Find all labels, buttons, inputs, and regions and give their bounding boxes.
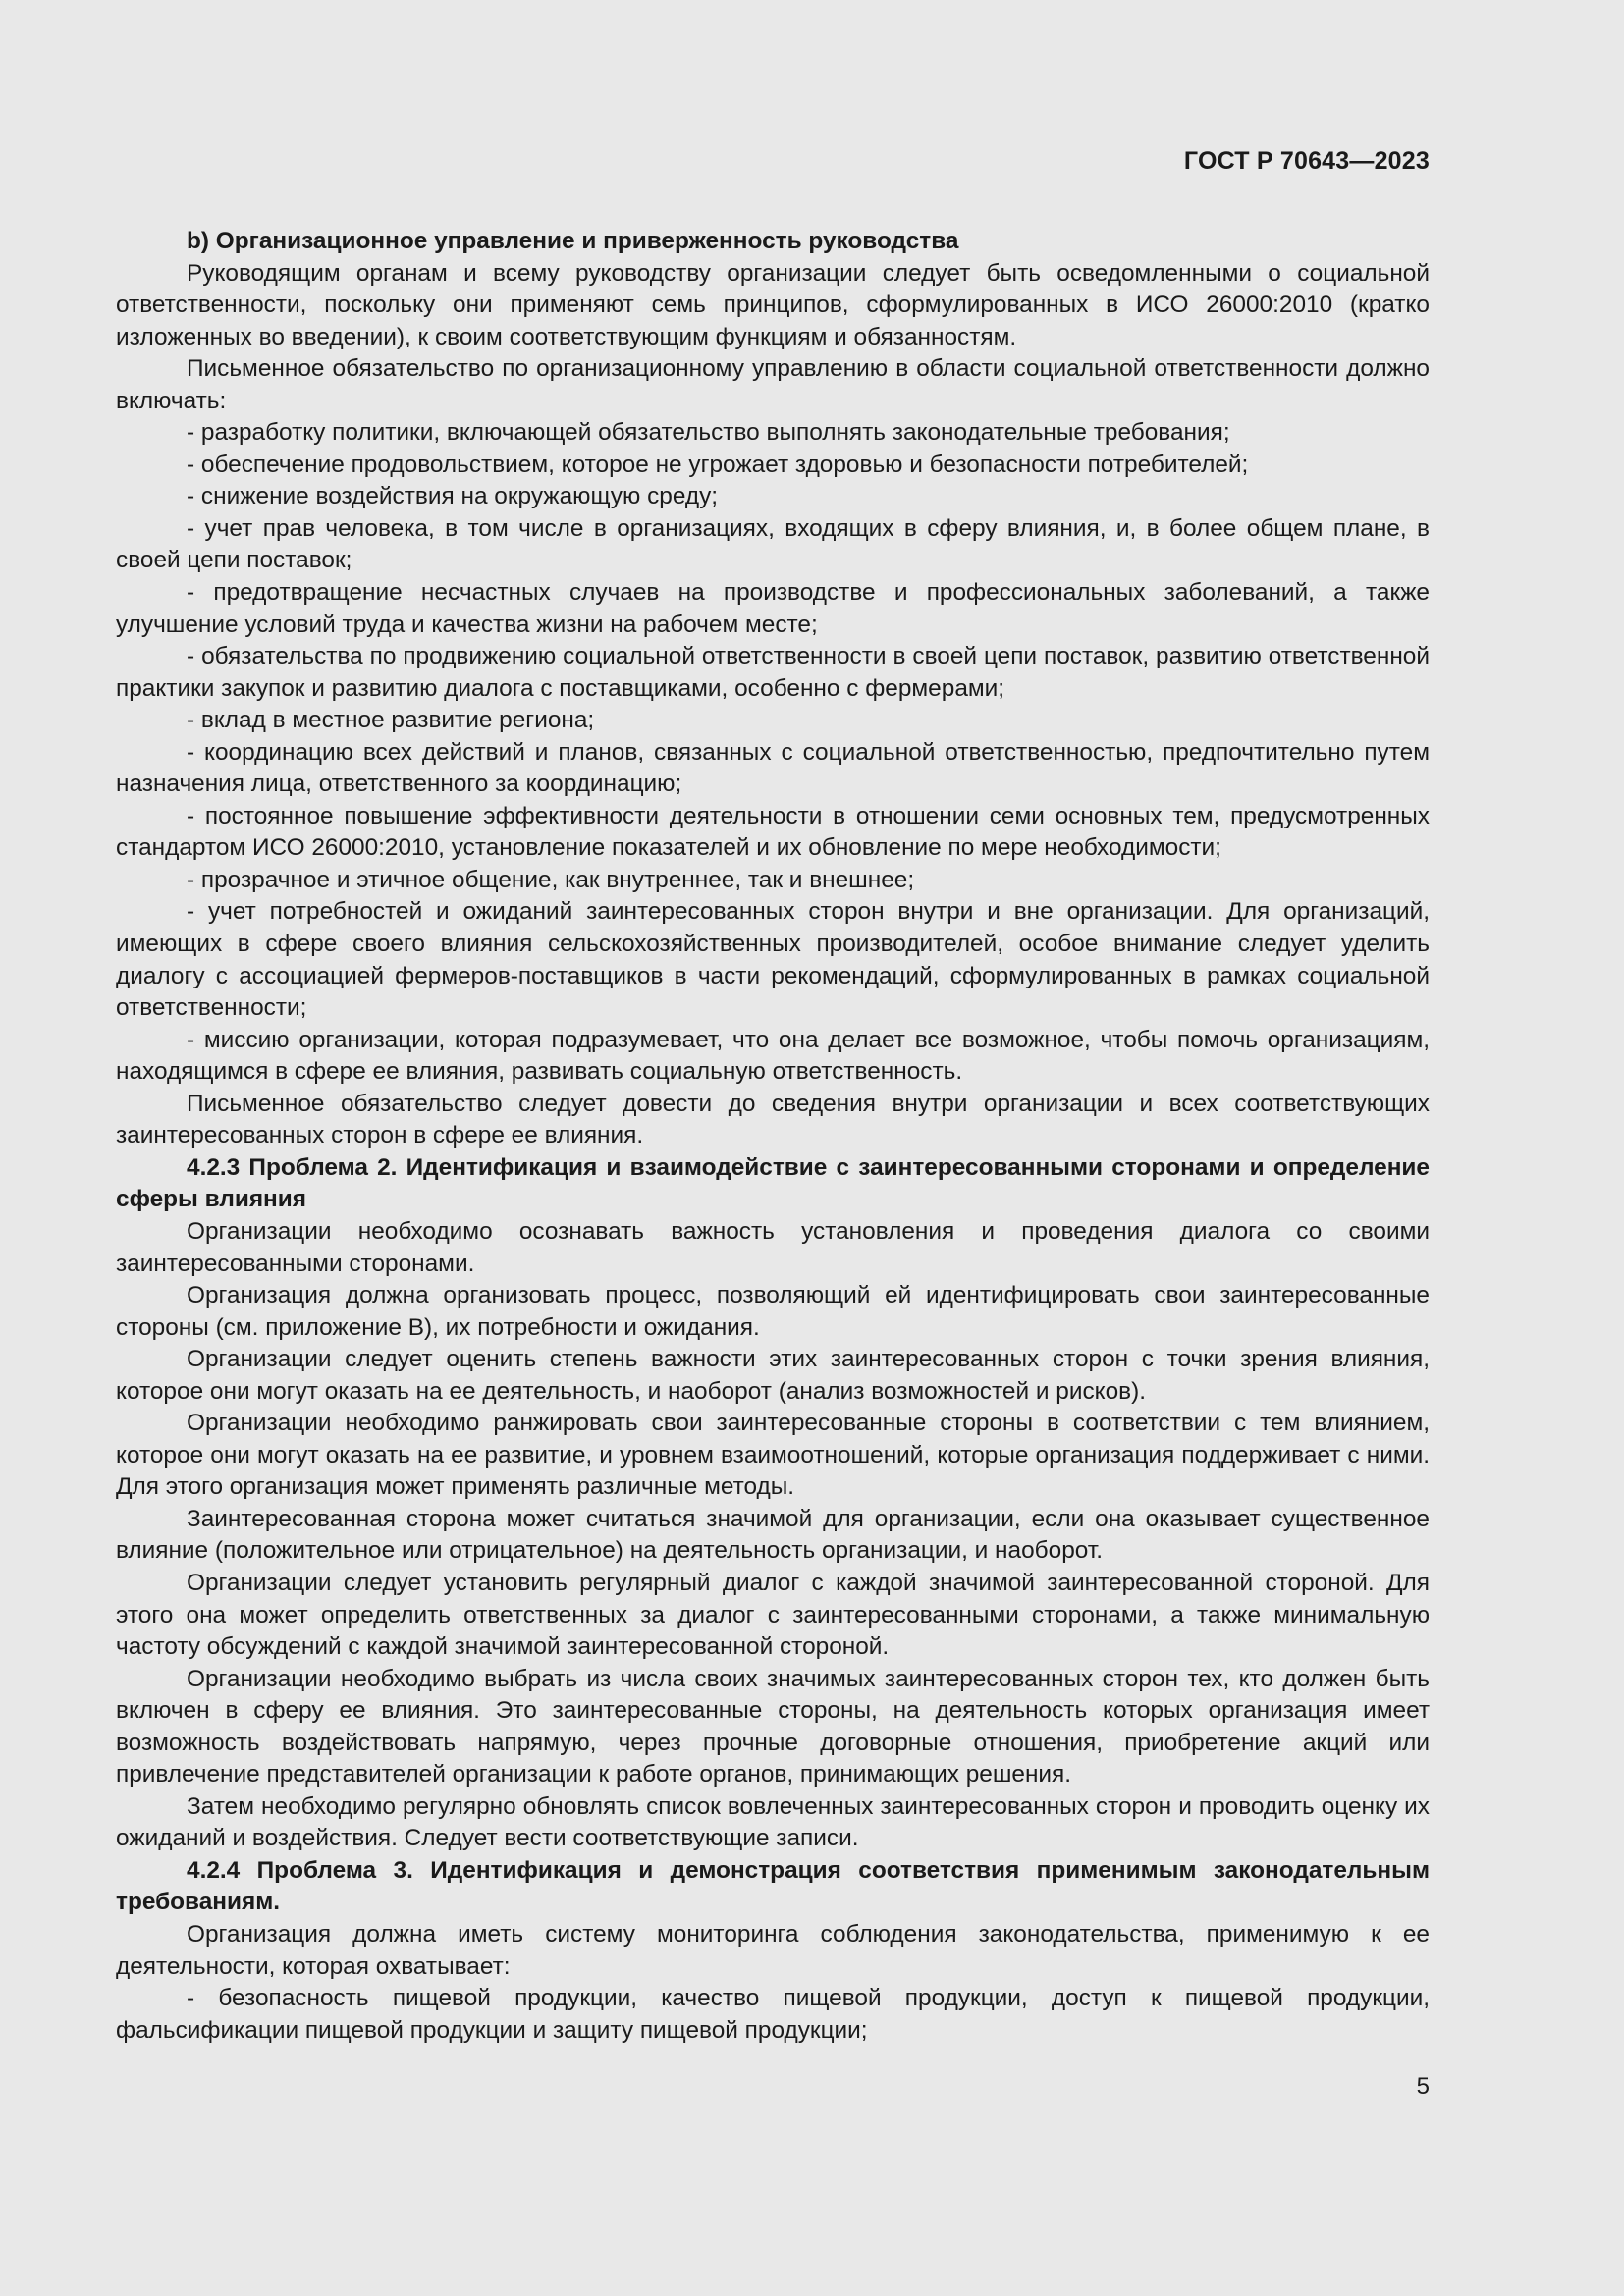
body-paragraph: Затем необходимо регулярно обновлять список вовлеченных заинтересованных сторон и проводить оценку их ожиданий и воздействия. Следует вести соответствующие записи. xyxy=(116,1792,1430,1852)
list-item: - постоянное повышение эффективности деятельности в отношении семи основных тем, предусмотренных стандартом ИСО 26000:2010, установление показателей и их обновление по мере необходимости; xyxy=(116,802,1430,862)
body-paragraph: Заинтересованная сторона может считаться значимой для организации, если она оказывает существенное влияние (положительное или отрицательное) на деятельность организации, и наоборот. xyxy=(116,1505,1430,1565)
section-heading: b) Организационное управление и приверженность руководства xyxy=(187,228,959,254)
list-item: - предотвращение несчастных случаев на производстве и профессиональных заболеваний, а также улучшение условий труда и качества жизни на рабочем месте; xyxy=(116,579,1430,638)
standard-id-header: ГОСТ Р 70643—2023 xyxy=(1183,147,1430,175)
body-paragraph: Организация должна иметь систему мониторинга соблюдения законодательства, применимую к ее деятельности, которая охватывает: xyxy=(116,1920,1430,1980)
list-item: - обязательства по продвижению социальной ответственности в своей цепи поставок, развитию ответственной практики закупок и развитию диалога с поставщиками, особенно с фермерами; xyxy=(116,643,1430,702)
list-item: - безопасность пищевой продукции, качество пищевой продукции, доступ к пищевой продукции, фальсификации пищевой продукции и защиту пищевой продукции; xyxy=(116,1985,1430,2044)
body-paragraph: Организации необходимо ранжировать свои заинтересованные стороны в соответствии с тем влиянием, которое они могут оказать на ее развитие, и уровнем взаимоотношений, которые организация поддерживает с ними. Для этого организация может применять различные методы. xyxy=(116,1410,1430,1501)
body-paragraph: Организации следует оценить степень важности этих заинтересованных сторон с точки зрения влияния, которое они могут оказать на ее деятельность, и наоборот (анализ возможностей и рисков). xyxy=(116,1346,1430,1405)
body-paragraph: Письменное обязательство по организационному управлению в области социальной ответственности должно включать: xyxy=(116,355,1430,414)
body-paragraph: Организация должна организовать процесс, позволяющий ей идентифицировать свои заинтересованные стороны (см. приложение В), их потребности и ожидания. xyxy=(116,1282,1430,1341)
list-item: - миссию организации, которая подразумевает, что она делает все возможное, чтобы помочь организациям, находящимся в сфере ее влияния, развивать социальную ответственность. xyxy=(116,1026,1430,1086)
list-item: - учет прав человека, в том числе в организациях, входящих в сферу влияния, и, в более общем плане, в своей цепи поставок; xyxy=(116,514,1430,574)
body-paragraph: Письменное обязательство следует довести до сведения внутри организации и всех соответствующих заинтересованных сторон в сфере ее влияния. xyxy=(116,1090,1430,1149)
body-paragraph: Руководящим органам и всему руководству организации следует быть осведомленными о социальной ответственности, поскольку они применяют семь принципов, сформулированных в ИСО 26000:2010 (кратко изложенных во введении), к своим соответствующим функциям и обязанностям. xyxy=(116,259,1430,350)
list-item: - вклад в местное развитие региона; xyxy=(187,707,595,734)
section-heading: 4.2.4 Проблема 3. Идентификация и демонстрация соответствия применимым законодательным требованиям. xyxy=(116,1856,1430,1916)
body-paragraph: Организации необходимо осознавать важность установления и проведения диалога со своими заинтересованными сторонами. xyxy=(116,1217,1430,1277)
page-number: 5 xyxy=(1416,2073,1430,2100)
body-paragraph: Организации необходимо выбрать из числа своих значимых заинтересованных сторон тех, кто должен быть включен в сферу ее влияния. Это заинтересованные стороны, на деятельность которых организация имеет возможность воздействовать напрямую, через прочные договорные отношения, приобретение акций или привлечение представителей организации к работе органов, принимающих решения. xyxy=(116,1665,1430,1789)
list-item: - обеспечение продовольствием, которое не угрожает здоровью и безопасности потребителей; xyxy=(187,451,1249,478)
list-item: - прозрачное и этичное общение, как внутреннее, так и внешнее; xyxy=(187,866,915,893)
section-heading: 4.2.3 Проблема 2. Идентификация и взаимодействие с заинтересованными сторонами и определение сферы влияния xyxy=(116,1153,1430,1213)
list-item: - учет потребностей и ожиданий заинтересованных сторон внутри и вне организации. Для организаций, имеющих в сфере своего влияния сельскохозяйственных производителей, особое внимание следует уделить диалогу с ассоциацией фермеров-поставщиков в части рекомендаций, сформулированных в рамках социальной ответственности; xyxy=(116,898,1430,1022)
body-paragraph: Организации следует установить регулярный диалог с каждой значимой заинтересованной стороной. Для этого она может определить ответственных за диалог с заинтересованными сторонами, а также минимальную частоту обсуждений с каждой значимой заинтересованной стороной. xyxy=(116,1569,1430,1661)
list-item: - координацию всех действий и планов, связанных с социальной ответственностью, предпочтительно путем назначения лица, ответственного за координацию; xyxy=(116,738,1430,798)
list-item: - разработку политики, включающей обязательство выполнять законодательные требования; xyxy=(187,419,1230,447)
document-body xyxy=(116,226,1430,2047)
list-item: - снижение воздействия на окружающую среду; xyxy=(187,483,719,510)
